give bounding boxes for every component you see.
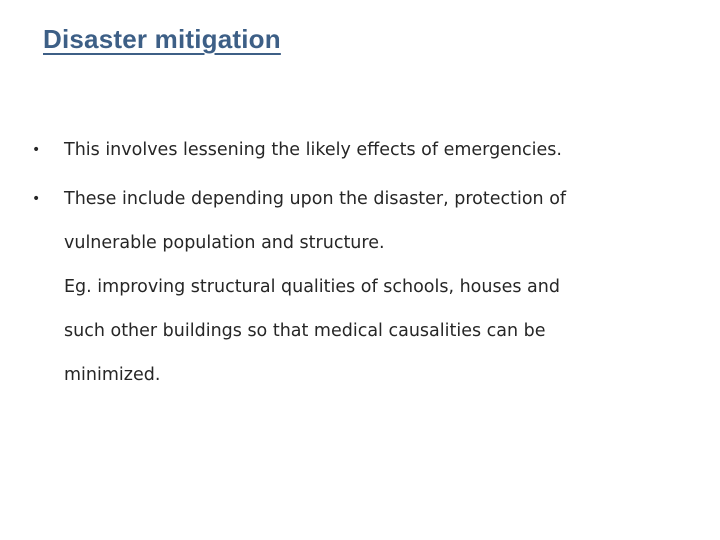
example-line: such other buildings so that medical causalities can be — [64, 321, 546, 341]
example-line: Eg. improving structural qualities of schools, houses and — [64, 277, 560, 297]
bullet-continuation: vulnerable population and structure. — [64, 233, 385, 253]
bullet-icon: • — [32, 142, 41, 158]
example-line: minimized. — [64, 365, 161, 385]
bullet-item — [30, 128, 690, 172]
slide-title: Disaster mitigation — [43, 24, 281, 54]
bullet-icon: • — [32, 191, 41, 207]
slide-body — [30, 128, 690, 397]
bullet-text: This involves lessening the likely effects of emergencies. — [64, 140, 562, 160]
bullet-item — [30, 177, 690, 221]
bullet-text: These include depending upon the disaster, protection of — [64, 189, 567, 209]
